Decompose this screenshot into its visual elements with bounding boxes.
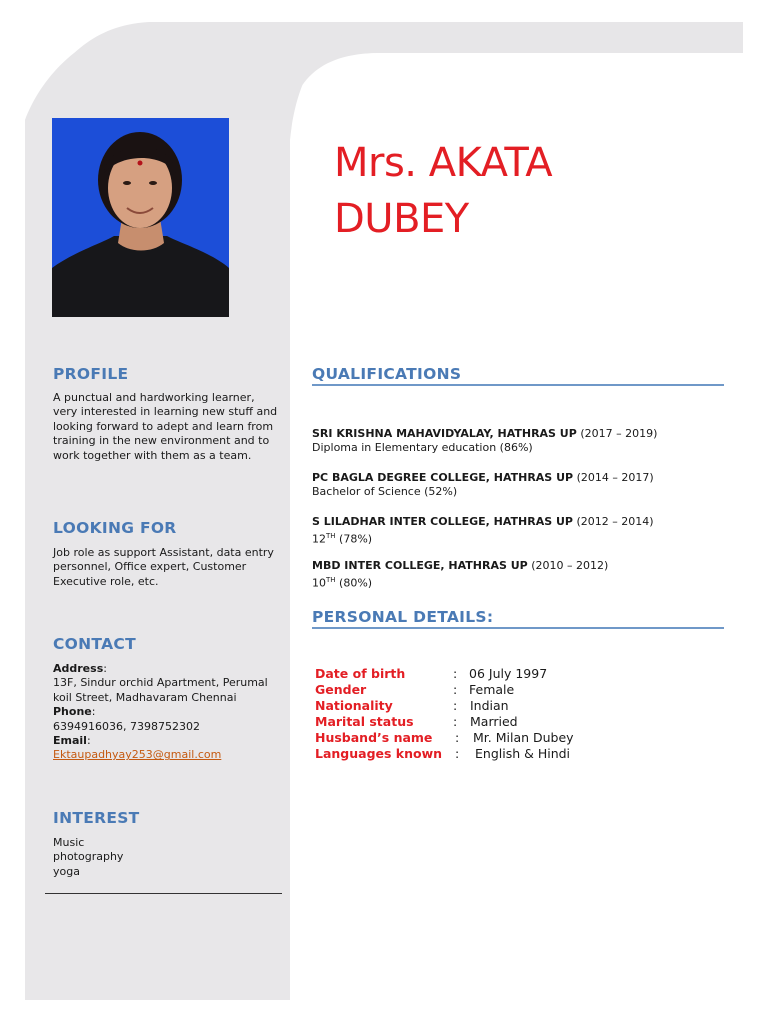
qualification-entry [312,427,732,456]
detail-label: Nationality [315,698,393,713]
interest-list [53,836,278,879]
sidebar-divider [45,893,282,894]
profile-heading: PROFILE [53,365,129,383]
school-years: (2010 – 2012) [531,559,609,572]
profile-text: A punctual and hardworking learner, very interested in learning new stuff and looking forward to adept and learn from training in the new environment and to work together with them as a team. [53,391,278,462]
qualification-entry [312,515,732,547]
interest-heading: INTEREST [53,809,140,827]
detail-colon: : [455,746,460,761]
school-years: (2012 – 2014) [576,515,654,528]
school-name: S LILADHAR INTER COLLEGE, HATHRAS UP [312,515,573,528]
phone-label: Phone [53,705,92,719]
detail-value: Mr. Milan Dubey [473,730,574,745]
address-value: 13F, Sindur orchid Apartment, Perumal koil Street, Madhavaram Chennai [53,676,268,704]
profile-photo [52,118,229,317]
detail-label: Date of birth [315,666,406,681]
school-name: MBD INTER COLLEGE, HATHRAS UP [312,559,528,572]
detail-value: Married [470,714,518,729]
interest-item: Music [53,836,85,849]
qualification-detail: Bachelor of Science (52%) [312,485,458,499]
qualification-entry [312,559,732,591]
detail-value: 06 July 1997 [469,666,548,681]
personal-details-heading: PERSONAL DETAILS: [312,608,494,626]
looking-for-text: Job role as support Assistant, data entry personnel, Office expert, Customer Executive role, etc. [53,546,274,588]
school-years: (2017 – 2019) [580,427,658,440]
address-label: Address [53,662,104,675]
looking-for-heading: LOOKING FOR [53,519,177,537]
detail-value: Female [469,682,515,697]
personal-details-rule [312,627,724,629]
school-name: PC BAGLA DEGREE COLLEGE, HATHRAS UP [312,471,574,484]
interest-item: yoga [53,864,80,878]
school-years: (2014 – 2017) [576,471,654,484]
detail-value: English & Hindi [475,746,571,761]
detail-label: Husband’s name [315,730,433,745]
qualifications-heading: QUALIFICATIONS [312,365,462,383]
detail-label: Marital status [315,714,414,729]
candidate-name [334,135,552,247]
contact-block: Address: 13F, Sindur orchid Apartment, Perumal koil Street, Madhavaram Chennai Phone: 6394916036, 7398752302 Email: Ektaupadhyay253@gmail.com [53,662,278,763]
detail-colon: : [455,730,460,745]
interest-item: photography [53,850,124,864]
contact-heading: CONTACT [53,635,136,653]
detail-colon: : [453,682,458,697]
qualifications-rule [312,384,724,386]
candidate-name-line2: DUBEY [334,196,469,242]
email-link[interactable]: Ektaupadhyay253@gmail.com [53,748,222,762]
qualification-detail: 12TH (78%) [312,532,373,547]
detail-label: Gender [315,682,367,697]
detail-colon: : [453,666,458,681]
qualification-detail: Diploma in Elementary education (86%) [312,441,533,455]
detail-colon: : [453,714,458,729]
detail-value: Indian [470,698,509,713]
phone-value: 6394916036, 7398752302 [53,719,200,733]
detail-label: Languages known [315,746,443,761]
candidate-name-line1: Mrs. AKATA [334,140,553,186]
qualification-detail: 10TH (80%) [312,576,373,591]
detail-colon: : [453,698,458,713]
school-name: SRI KRISHNA MAHAVIDYALAY, HATHRAS UP [312,427,577,440]
email-label: Email [53,734,87,748]
qualification-entry [312,471,732,500]
